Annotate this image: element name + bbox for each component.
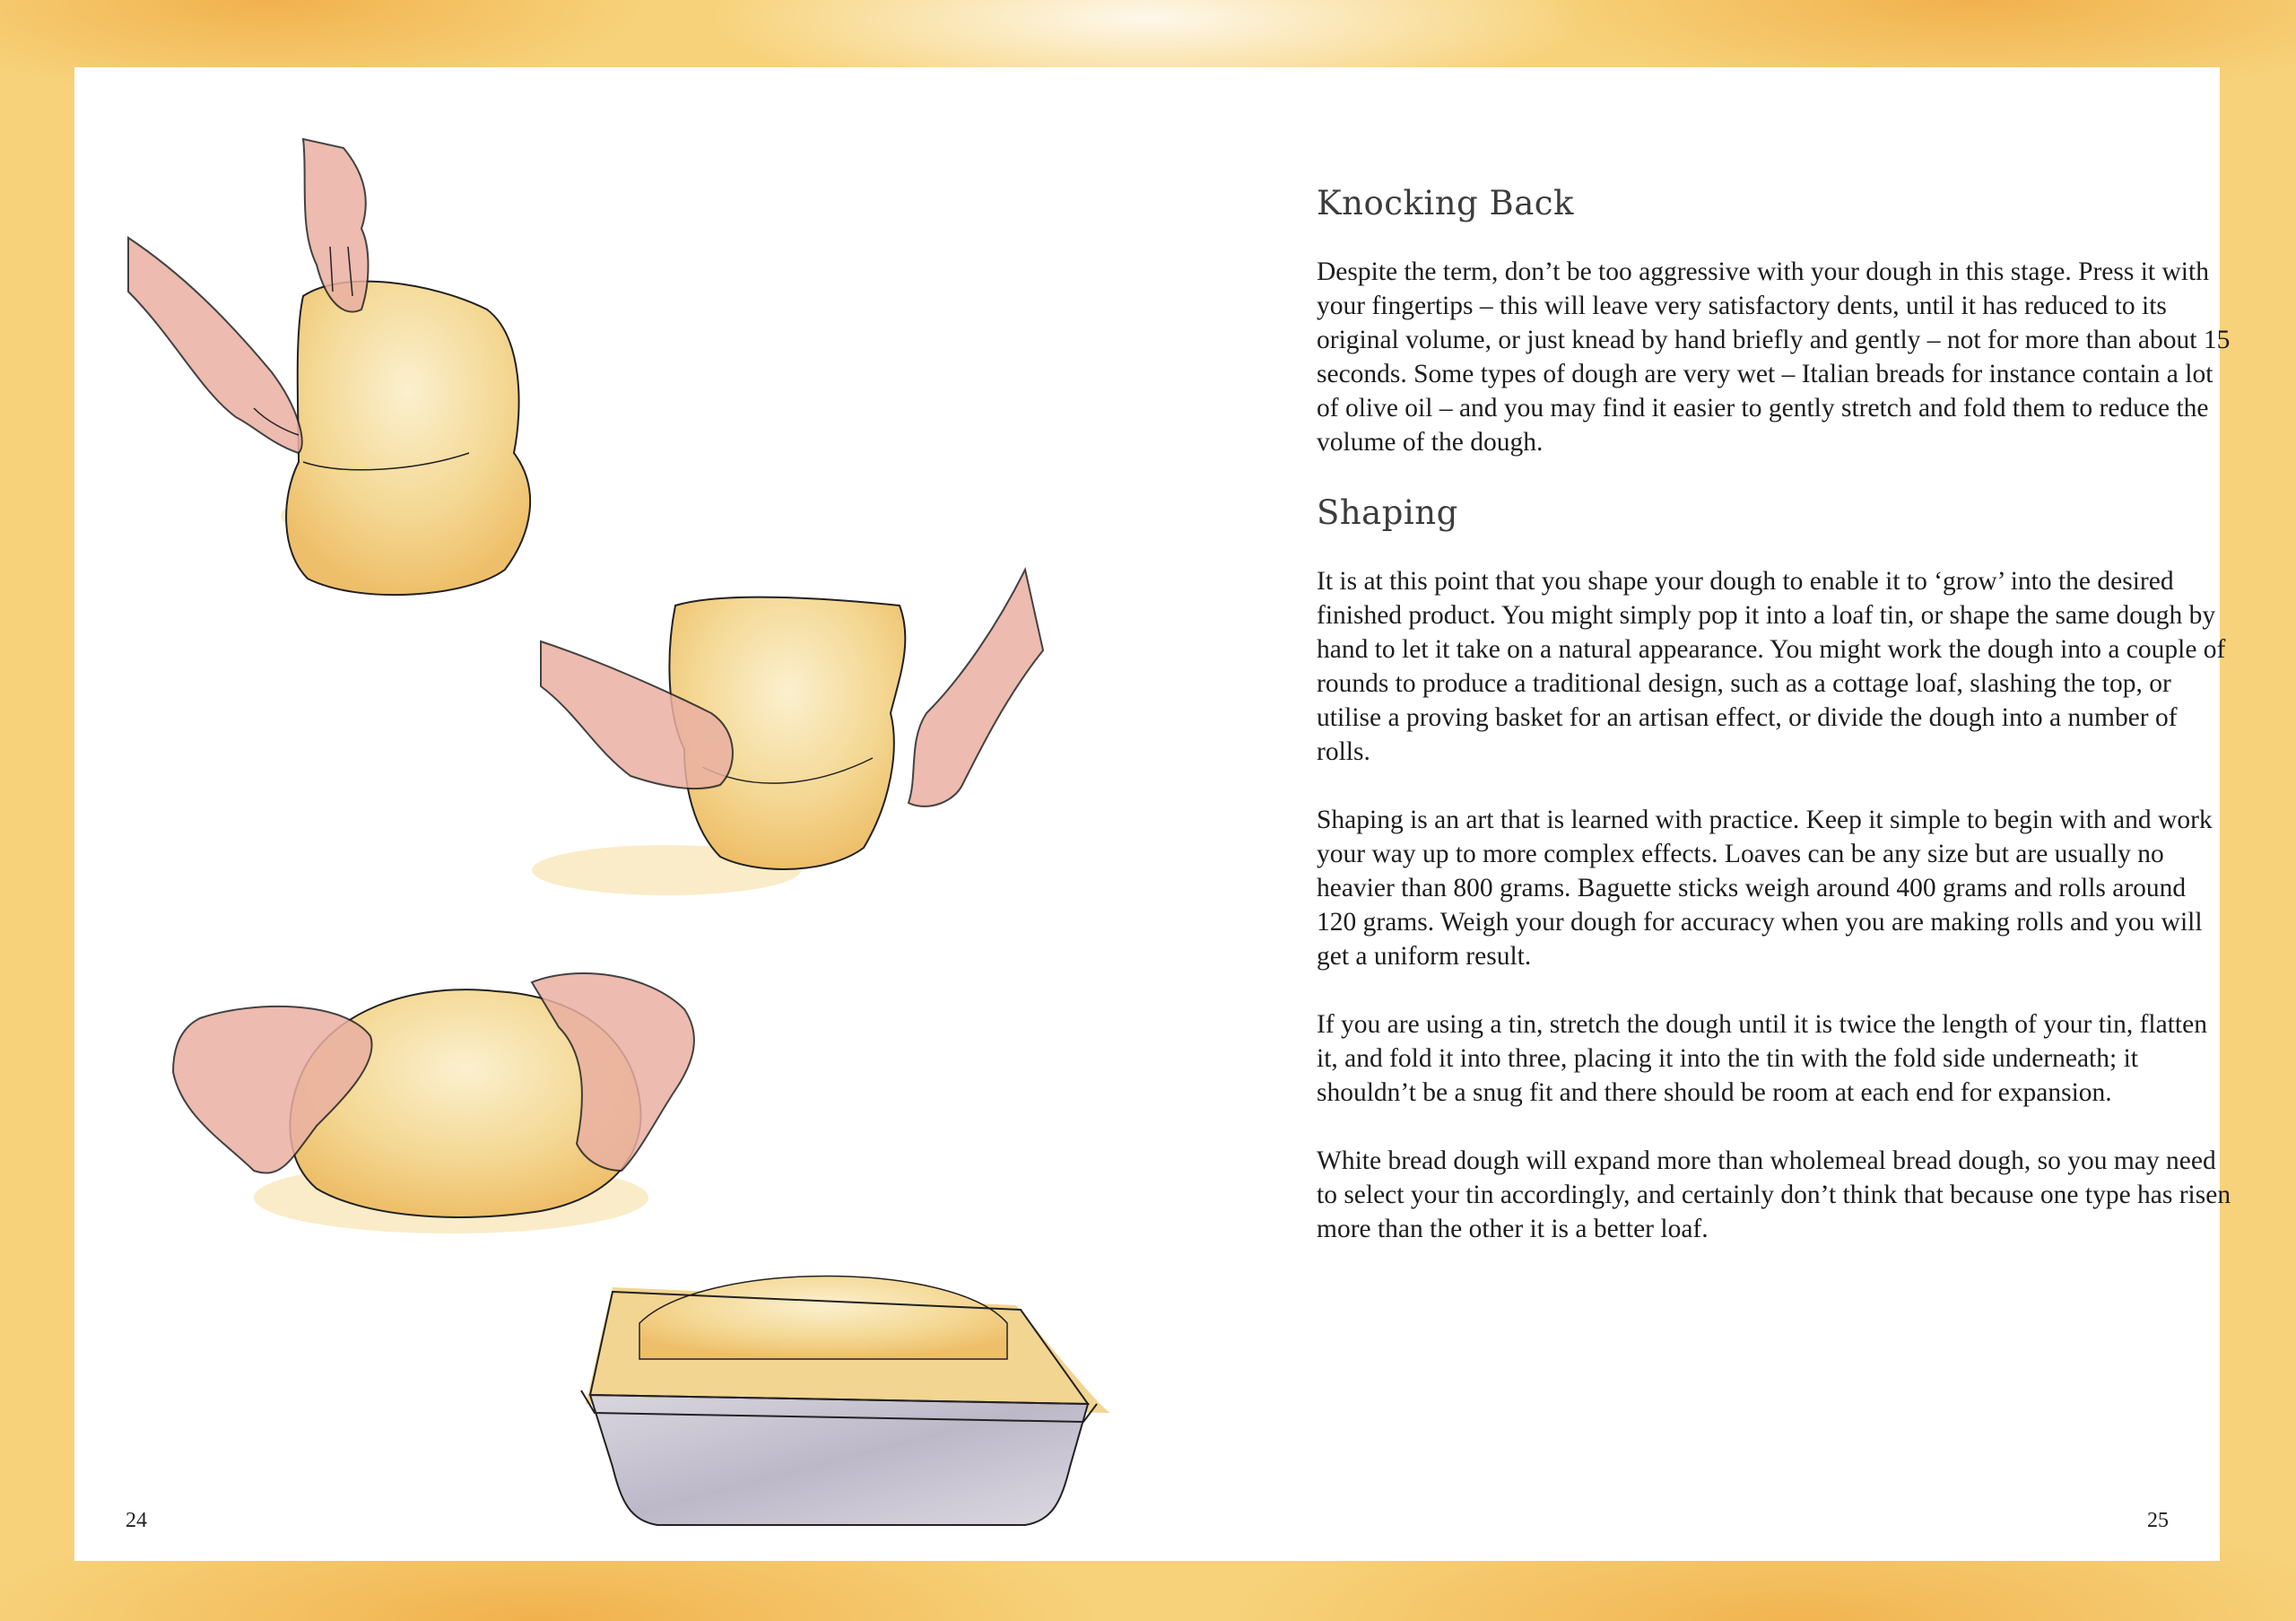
paragraph: It is at this point that you shape your dough to enable it to ‘grow’ into the desired finished product. You might simply pop it into a loaf tin, or shape the same dough by hand to let it take on a natural appearance. You might work the dough into a couple of rounds to produce a traditional design, such as a cottage loaf, slashing the top, or utilise a proving basket for an artisan effect, or divide the dough into a number of rolls. [1317,567,2226,766]
book-spread [74,67,2231,1561]
section-heading-shaping: Shaping [1317,493,1458,532]
illustration-loaf-tin [581,1277,1110,1526]
page-number-left: 24 [126,1509,147,1532]
section-heading-knocking-back: Knocking Back [1317,184,1574,222]
dough-illustrations [74,67,1240,1561]
page-number-right: 25 [2147,1509,2169,1532]
paragraph: If you are using a tin, stretch the dough until it is twice the length of your tin, flatten it, and fold it into three, placing it into the tin with the fold side underneath; it shouldn’t be a snug fit and there should be room at each end for expansion. [1317,1010,2207,1107]
illustration-folding-dough [532,570,1043,895]
illustration-shaping-round [173,973,694,1233]
paragraph: Despite the term, don’t be too aggressive with your dough in this stage. Press it with your fingertips – this will leave very satisfactory dents, until it has reduced to its original volume, or just knead by hand briefly and gently – not for more than about 15 seconds. Some types of dough are very wet – Italian breads for instance contain a lot of olive oil – and you may find it easier to gently stretch and fold them to reduce the volume of the dough. [1317,257,2231,457]
illustration-knocking-back [128,139,530,595]
text-column [1317,184,2231,1246]
paragraph: White bread dough will expand more than wholemeal bread dough, so you may need to select your tin accordingly, and certainly don’t think that because one type has risen more than the other it is a better loaf. [1317,1146,2231,1243]
paragraph: Shaping is an art that is learned with practice. Keep it simple to begin with and work your way up to more complex effects. Loaves can be any size but are usually no heavier than 800 grams. Baguette sticks weigh around 400 grams and rolls around 120 grams. Weigh your dough for accuracy when you are making rolls and you will get a uniform result. [1317,806,2213,971]
